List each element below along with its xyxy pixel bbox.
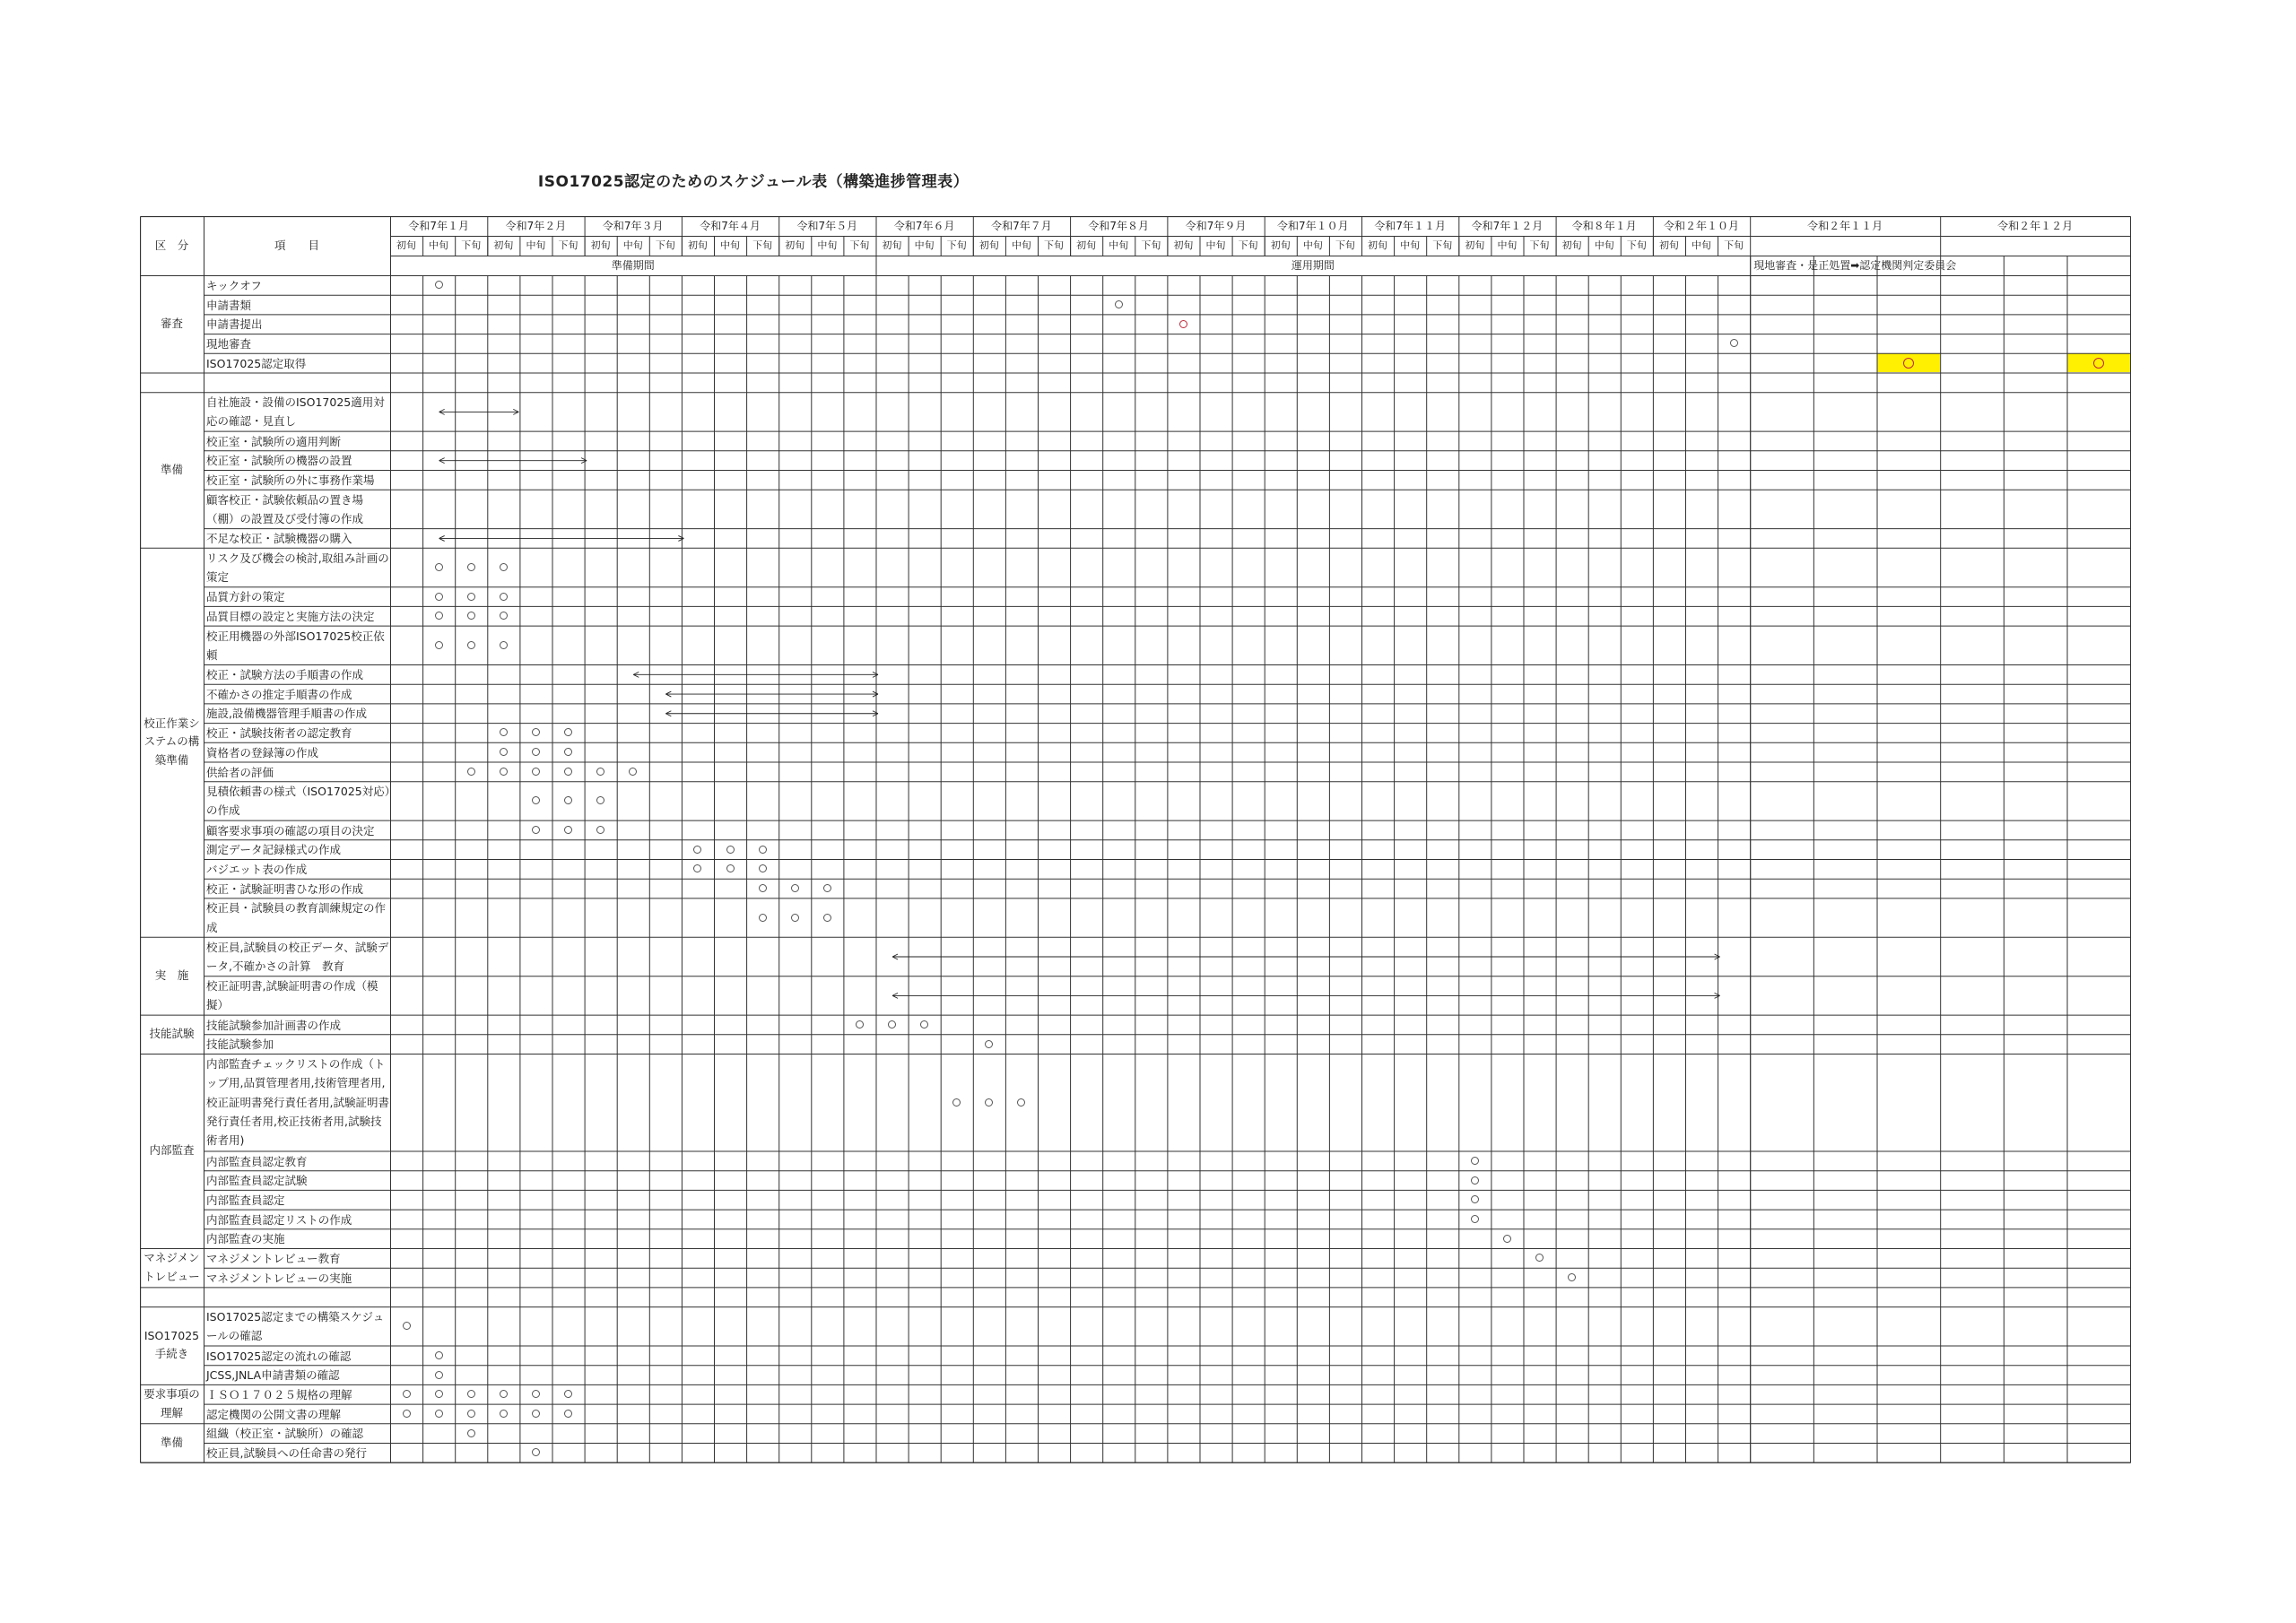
decade-header: 中旬 <box>429 240 449 251</box>
decade-header: 下旬 <box>1141 240 1161 251</box>
decade-header: 中旬 <box>526 240 546 251</box>
row-item-label: 校正員,試験員の校正データ、試験データ,不確かさの計算 教育 <box>206 940 389 974</box>
category-header: 区 分 <box>154 239 189 252</box>
category-label: マネジメントレビュー <box>144 1251 200 1283</box>
schedule-mark <box>435 593 443 601</box>
schedule-mark <box>403 1390 411 1398</box>
month-header: 令和7年８月 <box>1088 221 1150 232</box>
schedule-mark <box>403 1322 411 1330</box>
decade-header: 下旬 <box>461 240 482 251</box>
period-arrow <box>439 458 587 464</box>
schedule-mark <box>500 641 508 649</box>
decade-header: 下旬 <box>1432 240 1453 251</box>
schedule-mark <box>403 1410 411 1418</box>
decade-header: 初旬 <box>1076 240 1097 251</box>
decade-header: 初旬 <box>978 240 999 251</box>
schedule-mark <box>467 563 475 571</box>
decade-header: 初旬 <box>1658 240 1679 251</box>
period-arrow <box>439 409 519 414</box>
schedule-mark <box>1471 1176 1479 1185</box>
schedule-mark <box>1471 1157 1479 1165</box>
row-item-label: 校正室・試験所の機器の設置 <box>206 454 352 468</box>
row-item-label: 測定データ記録様式の作成 <box>206 843 342 857</box>
row-item-label: 資格者の登録簿の作成 <box>206 745 319 759</box>
schedule-mark <box>467 641 475 649</box>
schedule-mark <box>564 1410 572 1418</box>
month-header: 令和８年１月 <box>1571 221 1637 232</box>
schedule-mark <box>435 1390 443 1398</box>
schedule-mark <box>532 748 540 756</box>
row-item-label: 校正員・試験員の教育訓練規定の作成 <box>206 901 387 934</box>
period-arrow <box>665 711 878 716</box>
decade-header: 初旬 <box>1561 240 1582 251</box>
schedule-mark <box>1471 1215 1479 1223</box>
schedule-mark <box>435 281 443 289</box>
decade-header: 初旬 <box>493 240 514 251</box>
decade-header: 初旬 <box>882 240 902 251</box>
schedule-mark <box>532 768 540 776</box>
schedule-mark <box>467 1410 475 1418</box>
decade-header: 初旬 <box>687 240 708 251</box>
row-item-label: 内部監査チェックリストの作成（トップ用,品質管理者用,技術管理者用,校正証明書発行責任者用,試験証明書発行責任者用,校正技術者用,試験技術者用) <box>206 1057 389 1147</box>
schedule-grid-lines <box>140 216 2131 1463</box>
schedule-mark <box>791 914 799 922</box>
schedule-mark <box>564 826 572 834</box>
schedule-mark <box>467 1429 475 1437</box>
month-header: 令和7年２月 <box>505 221 567 232</box>
row-item-label: 技能試験参加計画書の作成 <box>206 1018 342 1032</box>
row-item-label: 校正証明書,試験証明書の作成（模擬） <box>206 979 378 1012</box>
row-item-label: 申請書提出 <box>206 317 263 332</box>
row-item-label: 内部監査員認定リストの作成 <box>206 1212 352 1227</box>
row-item-label: JCSS,JNLA申請書類の確認 <box>206 1368 340 1383</box>
schedule-mark <box>726 846 735 854</box>
row-item-label: 不確かさの推定手順書の作成 <box>206 687 352 701</box>
row-item-label: バジエット表の作成 <box>206 863 308 876</box>
decade-header: 初旬 <box>785 240 805 251</box>
decade-header: 下旬 <box>1335 240 1355 251</box>
schedule-mark <box>532 1410 540 1418</box>
decade-header: 中旬 <box>1400 240 1421 251</box>
schedule-mark <box>1903 358 1914 369</box>
decade-header: 中旬 <box>1594 240 1614 251</box>
decade-header: 下旬 <box>1529 240 1550 251</box>
month-header: 令和7年１１月 <box>1374 221 1446 232</box>
schedule-mark <box>532 826 540 834</box>
row-item-label: 組織（校正室・試験所）の確認 <box>206 1427 364 1441</box>
schedule-mark <box>856 1020 864 1028</box>
month-header: 令和２年１０月 <box>1664 221 1740 232</box>
decade-header: 下旬 <box>655 240 675 251</box>
month-header: 令和7年９月 <box>1185 221 1247 232</box>
month-header: 令和２年１２月 <box>1997 221 2074 232</box>
row-item-label: 不足な校正・試験機器の購入 <box>206 532 352 546</box>
schedule-mark <box>1503 1235 1511 1243</box>
row-item-label: 自社施設・設備のISO17025適用対応の確認・見直し <box>206 395 385 429</box>
schedule-mark <box>435 1410 443 1418</box>
row-item-label: 認定機関の公開文書の理解 <box>206 1407 342 1421</box>
month-header: 令和２年１１月 <box>1807 221 1883 232</box>
category-label: 技能試験 <box>149 1026 195 1040</box>
schedule-mark <box>952 1098 961 1107</box>
schedule-mark <box>726 864 735 872</box>
decade-header: 下旬 <box>849 240 870 251</box>
decade-header: 中旬 <box>1497 240 1518 251</box>
decade-header: 下旬 <box>1724 240 1744 251</box>
month-header: 令和7年６月 <box>893 221 955 232</box>
schedule-mark <box>500 748 508 756</box>
schedule-mark <box>435 641 443 649</box>
decade-header: 下旬 <box>558 240 578 251</box>
decade-header: 中旬 <box>817 240 838 251</box>
schedule-mark <box>2093 358 2104 369</box>
item-header: 項 目 <box>274 239 319 252</box>
row-item-label: マネジメントレビューの実施 <box>206 1271 352 1285</box>
schedule-mark <box>823 914 831 922</box>
row-item-label: 校正室・試験所の適用判断 <box>206 434 342 448</box>
row-item-label: 校正・試験方法の手順書の作成 <box>206 668 364 681</box>
schedule-mark <box>500 593 508 601</box>
row-item-label: 施設,設備機器管理手順書の作成 <box>206 707 367 721</box>
decade-header: 下旬 <box>1044 240 1065 251</box>
schedule-mark <box>1179 320 1187 328</box>
schedule-mark <box>467 612 475 620</box>
row-item-label: 申請書類 <box>206 298 252 312</box>
row-item-label: 校正員,試験員への任命書の発行 <box>206 1446 367 1460</box>
period-arrow <box>633 672 878 677</box>
month-header: 令和7年１月 <box>408 221 469 232</box>
row-item-label: 見積依頼書の様式（ISO17025対応）の作成 <box>206 785 390 818</box>
period-label: 運用期間 <box>1291 260 1335 272</box>
category-label: 内部監査 <box>149 1143 195 1158</box>
row-item-label: 供給者の評価 <box>206 765 274 779</box>
row-item-label: 品質方針の策定 <box>206 590 285 604</box>
decade-header: 中旬 <box>622 240 643 251</box>
decade-header: 中旬 <box>1205 240 1226 251</box>
category-label: 準備 <box>160 462 183 476</box>
row-item-label: ISO17025認定取得 <box>206 356 307 370</box>
category-label: 実 施 <box>154 968 189 982</box>
row-item-label: ISO17025認定の流れの確認 <box>206 1349 352 1363</box>
schedule-mark <box>500 768 508 776</box>
schedule-mark <box>823 884 831 892</box>
row-item-label: 顧客校正・試験依頼品の置き場（棚）の設置及び受付簿の作成 <box>206 492 364 525</box>
row-item-label: 内部監査員認定試験 <box>206 1174 308 1188</box>
schedule-mark <box>564 768 572 776</box>
schedule-table <box>140 216 2135 1480</box>
schedule-mark <box>435 563 443 571</box>
month-header: 令和7年３月 <box>602 221 664 232</box>
row-item-label: 校正・試験技術者の認定教育 <box>206 726 352 741</box>
period-label: 準備期間 <box>611 260 655 272</box>
period-arrow <box>892 954 1720 959</box>
row-item-label: 校正・試験証明書ひな形の作成 <box>206 881 364 896</box>
row-item-label: ＩＳＯ１７０２５規格の理解 <box>206 1387 352 1402</box>
category-label: 要求事項の理解 <box>144 1386 200 1419</box>
schedule-mark <box>759 846 767 854</box>
decade-header: 初旬 <box>1465 240 1485 251</box>
row-item-label: 品質目標の設定と実施方法の決定 <box>206 609 375 623</box>
schedule-mark <box>435 1351 443 1359</box>
schedule-mark <box>596 826 604 834</box>
period-arrow <box>892 993 1720 998</box>
month-header: 令和7年１０月 <box>1277 221 1349 232</box>
schedule-mark <box>500 1410 508 1418</box>
row-item-label: 校正用機器の外部ISO17025校正依頼 <box>206 629 385 662</box>
period-label: 現地審査・是正処置➡認定機関判定委員会 <box>1753 260 1957 272</box>
schedule-mark <box>888 1020 896 1028</box>
schedule-mark <box>435 612 443 620</box>
decade-header: 下旬 <box>1238 240 1258 251</box>
row-item-label: 技能試験参加 <box>206 1037 274 1052</box>
schedule-mark <box>500 563 508 571</box>
schedule-mark <box>596 768 604 776</box>
category-label: 校正作業システムの構築準備 <box>144 716 200 768</box>
schedule-mark <box>467 593 475 601</box>
category-label: 審査 <box>160 316 183 330</box>
row-item-label: マネジメントレビュー教育 <box>206 1252 341 1265</box>
page-title: ISO17025認定のためのスケジュール表（構築進捗管理表） <box>537 173 970 191</box>
row-item-label: リスク及び機会の検討,取組み計画の策定 <box>206 551 389 585</box>
row-item-label: ISO17025認定までの構築スケジュールの確認 <box>206 1310 385 1343</box>
category-label: 準備 <box>160 1435 183 1449</box>
schedule-mark <box>759 884 767 892</box>
row-item-label: 現地審査 <box>206 337 252 352</box>
schedule-mark <box>791 884 799 892</box>
decade-header: 初旬 <box>1368 240 1388 251</box>
month-header: 令和7年７月 <box>991 221 1052 232</box>
row-item-label: キックオフ <box>206 279 262 292</box>
decade-header: 中旬 <box>1302 240 1323 251</box>
decade-header: 初旬 <box>396 240 417 251</box>
row-item-label: 内部監査員認定教育 <box>206 1154 308 1168</box>
decade-header: 下旬 <box>946 240 967 251</box>
decade-header: 初旬 <box>1173 240 1194 251</box>
category-label: ISO17025手続き <box>144 1328 200 1361</box>
schedule-mark <box>920 1020 928 1028</box>
decade-header: 中旬 <box>720 240 741 251</box>
decade-header: 初旬 <box>590 240 611 251</box>
decade-header: 中旬 <box>1109 240 1129 251</box>
schedule-mark <box>467 768 475 776</box>
decade-header: 中旬 <box>1011 240 1031 251</box>
schedule-mark <box>759 864 767 872</box>
schedule-mark <box>759 914 767 922</box>
schedule-mark <box>467 1390 475 1398</box>
schedule-mark <box>985 1040 993 1048</box>
decade-header: 下旬 <box>752 240 773 251</box>
row-item-label: 校正室・試験所の外に事務作業場 <box>206 473 375 487</box>
month-header: 令和7年５月 <box>796 221 858 232</box>
schedule-mark <box>1115 300 1123 308</box>
month-header: 令和7年１２月 <box>1471 221 1544 232</box>
month-header: 令和7年４月 <box>700 221 761 232</box>
row-item-label: 顧客要求事項の確認の項目の決定 <box>206 823 375 838</box>
period-arrow <box>439 535 684 541</box>
decade-header: 中旬 <box>1692 240 1712 251</box>
decade-header: 中旬 <box>914 240 935 251</box>
decade-header: 初旬 <box>1270 240 1291 251</box>
period-arrow <box>665 691 878 697</box>
decade-header: 下旬 <box>1626 240 1647 251</box>
schedule-mark <box>435 1371 443 1379</box>
row-item-label: 内部監査の実施 <box>206 1232 285 1246</box>
row-item-label: 内部監査員認定 <box>206 1193 285 1207</box>
